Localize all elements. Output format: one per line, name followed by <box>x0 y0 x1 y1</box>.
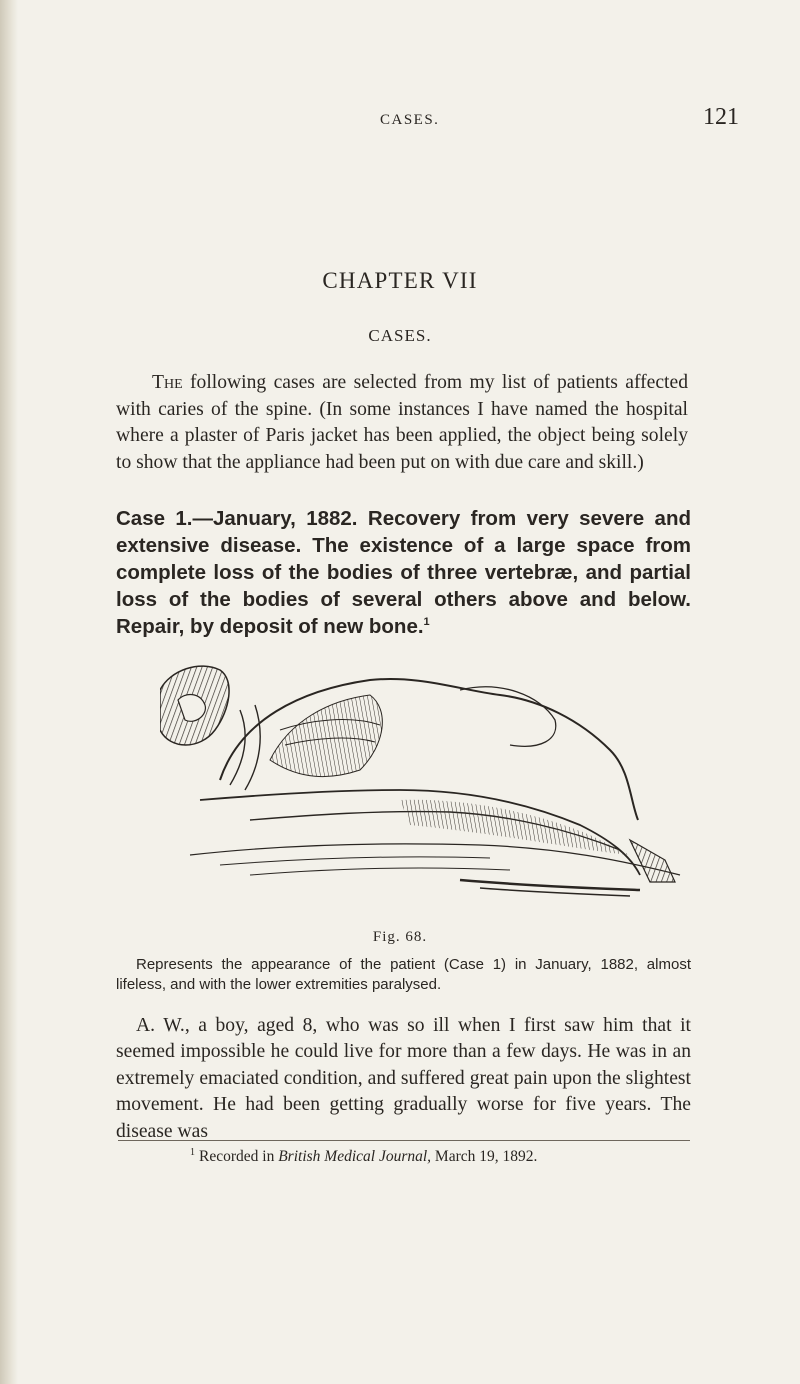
figure-caption: Represents the appearance of the patient (Case 1) in January, 1882, almost lifeless, and with the lower extremities paralysed. <box>116 956 691 993</box>
page-number: 121 <box>703 104 739 130</box>
footnote-divider <box>118 1140 690 1141</box>
emaciated-patient-engraving <box>160 650 690 910</box>
body-paragraph: A. W., a boy, aged 8, who was so ill when I first saw him that it seemed impossible he could live for more than a few days. He was in an extremely emaciated condition, and suffered great pain upon the slightest movement. He had been getting gradually worse for five years. The disease was <box>116 1015 691 1142</box>
figure-illustration <box>160 650 690 910</box>
chapter-title: CHAPTER VII <box>322 268 478 293</box>
case-heading-text: Case 1.—January, 1882. Recovery from very severe and extensive disease. The existence of a large space from complete loss of the bodies of three vertebræ, and partial loss of the bodies of several others above and below. Repair, by deposit of new bone. <box>116 507 691 638</box>
intro-text: following cases are selected from my list of patients affected with caries of the spine. (In some instances I have named the hospital where a plaster of Paris jacket has been applied, the object being solely to show that the appliance had been put on with due care and skill.) <box>116 372 688 473</box>
footnote-prefix: Recorded in <box>199 1148 279 1166</box>
figure-label: Fig. 68. <box>372 929 428 945</box>
chapter-subtitle: CASES. <box>368 326 432 345</box>
footnote-suffix: March 19, 1892. <box>431 1148 538 1166</box>
running-head: CASES. <box>380 112 440 128</box>
intro-paragraph <box>116 370 688 476</box>
footnote-mark: 1 <box>190 1147 195 1158</box>
footnote-journal: British Medical Journal, <box>278 1148 432 1166</box>
footnote-reference: 1 <box>423 616 430 629</box>
case-heading <box>116 505 691 640</box>
footnote <box>190 1147 690 1166</box>
page-binding-edge <box>0 0 18 1384</box>
intro-lead-word: The <box>152 372 183 393</box>
